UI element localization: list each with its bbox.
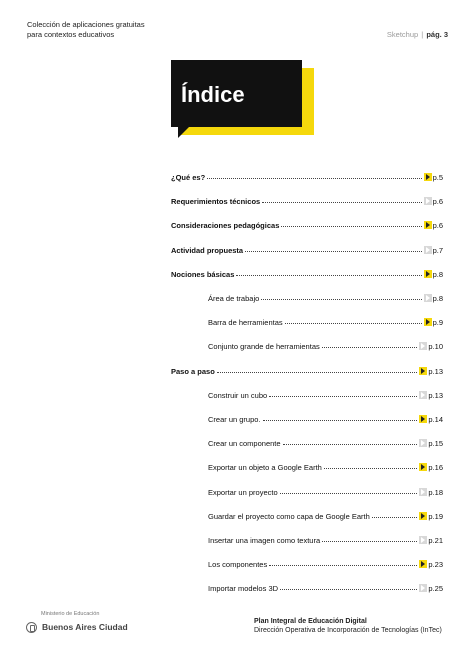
toc-entry[interactable] bbox=[171, 194, 443, 206]
header-collection-line2: para contextos educativos bbox=[27, 30, 115, 39]
footer-plan: Plan Integral de Educación Digital bbox=[254, 618, 367, 625]
toc-entry[interactable] bbox=[208, 509, 443, 521]
toc-entry-page: p.13 bbox=[428, 391, 443, 400]
toc-entry-label: Insertar una imagen como textura bbox=[208, 536, 321, 545]
toc-dot-leader bbox=[283, 444, 418, 445]
toc-dot-leader bbox=[285, 323, 422, 324]
arrow-marker-icon bbox=[424, 246, 432, 254]
toc-entry-label: Paso a paso bbox=[171, 367, 215, 376]
header-separator: | bbox=[421, 30, 424, 39]
toc-entry-page: p.7 bbox=[432, 246, 443, 255]
header-app-name: Sketchup bbox=[386, 30, 419, 39]
toc-dot-leader bbox=[263, 420, 418, 421]
header-page-number: pág. 3 bbox=[426, 30, 448, 39]
toc-entry-label: Área de trabajo bbox=[208, 294, 260, 303]
toc-entry-label: Actividad propuesta bbox=[171, 246, 244, 255]
arrow-marker-icon bbox=[424, 294, 432, 302]
arrow-marker-icon bbox=[419, 415, 427, 423]
toc-entry-page: p.15 bbox=[428, 439, 443, 448]
toc-entry-label: Importar modelos 3D bbox=[208, 584, 279, 593]
toc-entry-label: Guardar el proyecto como capa de Google Earth bbox=[208, 512, 370, 521]
toc-entry[interactable] bbox=[208, 436, 443, 448]
page-title: Índice bbox=[181, 82, 245, 107]
arrow-marker-icon bbox=[424, 173, 432, 181]
toc-entry-label: Los componentes bbox=[208, 560, 268, 569]
toc-entry-label: Nociones básicas bbox=[171, 270, 235, 279]
arrow-marker-icon bbox=[424, 270, 432, 278]
toc-entry-page: p.23 bbox=[428, 560, 443, 569]
arrow-marker-icon bbox=[419, 560, 427, 568]
toc-entry-page: p.10 bbox=[428, 342, 443, 351]
toc-dot-leader bbox=[207, 178, 421, 179]
arrow-marker-icon bbox=[419, 488, 427, 496]
toc-entry-page: p.25 bbox=[428, 584, 443, 593]
toc-entry[interactable] bbox=[171, 218, 443, 230]
arrow-marker-icon bbox=[424, 318, 432, 326]
toc-entry[interactable] bbox=[208, 339, 443, 351]
toc-entry[interactable] bbox=[171, 243, 443, 255]
toc-entry-page: p.9 bbox=[432, 318, 443, 327]
arrow-marker-icon bbox=[419, 342, 427, 350]
footer-ministry: Ministerio de Educación bbox=[41, 611, 100, 617]
toc-entry-page: p.16 bbox=[428, 463, 443, 472]
toc-dot-leader bbox=[280, 493, 418, 494]
arrow-marker-icon bbox=[419, 536, 427, 544]
arrow-marker-icon bbox=[419, 584, 427, 592]
toc-dot-leader bbox=[324, 468, 418, 469]
toc-dot-leader bbox=[280, 589, 417, 590]
toc-entry[interactable] bbox=[171, 170, 443, 182]
toc-entry-label: Exportar un objeto a Google Earth bbox=[208, 463, 322, 472]
toc-dot-leader bbox=[322, 347, 418, 348]
toc-entry-page: p.8 bbox=[432, 294, 443, 303]
toc-entry-page: p.6 bbox=[432, 221, 443, 230]
toc-entry-page: p.5 bbox=[432, 173, 443, 182]
arrow-marker-icon bbox=[424, 221, 432, 229]
arrow-marker-icon bbox=[419, 463, 427, 471]
toc-entry[interactable] bbox=[171, 364, 443, 376]
toc-dot-leader bbox=[269, 565, 417, 566]
footer-direction: Dirección Operativa de Incorporación de Tecnologías (InTec) bbox=[254, 627, 442, 634]
toc-entry[interactable] bbox=[208, 315, 443, 327]
arrow-marker-icon bbox=[419, 391, 427, 399]
toc-entry-label: Consideraciones pedagógicas bbox=[171, 221, 280, 230]
toc-entry-label: Exportar un proyecto bbox=[208, 488, 278, 497]
toc-entry-page: p.8 bbox=[432, 270, 443, 279]
toc-dot-leader bbox=[236, 275, 421, 276]
toc-dot-leader bbox=[261, 299, 421, 300]
toc-entry[interactable] bbox=[208, 388, 443, 400]
toc-entry-page: p.6 bbox=[432, 197, 443, 206]
toc-entry-label: Barra de herramientas bbox=[208, 318, 283, 327]
toc-entry[interactable] bbox=[171, 267, 443, 279]
toc-entry-label: Construir un cubo bbox=[208, 391, 268, 400]
toc-entry-label: Requerimientos técnicos bbox=[171, 197, 261, 206]
toc-entry-page: p.14 bbox=[428, 415, 443, 424]
toc-dot-leader bbox=[245, 251, 421, 252]
toc-dot-leader bbox=[322, 541, 417, 542]
arrow-marker-icon bbox=[419, 512, 427, 520]
toc-entry-page: p.13 bbox=[428, 367, 443, 376]
toc-entry[interactable] bbox=[208, 291, 443, 303]
arrow-marker-icon bbox=[419, 367, 427, 375]
arrow-marker-icon bbox=[424, 197, 432, 205]
toc-entry-label: Crear un grupo. bbox=[208, 415, 261, 424]
toc-entry[interactable] bbox=[208, 485, 443, 497]
toc-dot-leader bbox=[269, 396, 417, 397]
toc-dot-leader bbox=[372, 517, 418, 518]
toc-entry-page: p.18 bbox=[428, 488, 443, 497]
toc-entry-page: p.19 bbox=[428, 512, 443, 521]
toc-dot-leader bbox=[281, 226, 421, 227]
toc-dot-leader bbox=[262, 202, 421, 203]
toc-entry[interactable] bbox=[208, 460, 443, 472]
header-collection-line1: Colección de aplicaciones gratuitas bbox=[27, 20, 145, 29]
toc-entry-label: Crear un componente bbox=[208, 439, 281, 448]
city-seal-icon bbox=[26, 622, 37, 633]
arrow-marker-icon bbox=[419, 439, 427, 447]
toc-entry[interactable] bbox=[208, 557, 443, 569]
toc-entry-page: p.21 bbox=[428, 536, 443, 545]
toc-entry[interactable] bbox=[208, 581, 443, 593]
toc-entry[interactable] bbox=[208, 412, 443, 424]
toc-dot-leader bbox=[217, 372, 418, 373]
toc-entry-label: Conjunto grande de herramientas bbox=[208, 342, 320, 351]
footer-city: Buenos Aires Ciudad bbox=[42, 622, 128, 632]
toc-entry[interactable] bbox=[208, 533, 443, 545]
toc-entry-label: ¿Qué es? bbox=[171, 173, 206, 182]
